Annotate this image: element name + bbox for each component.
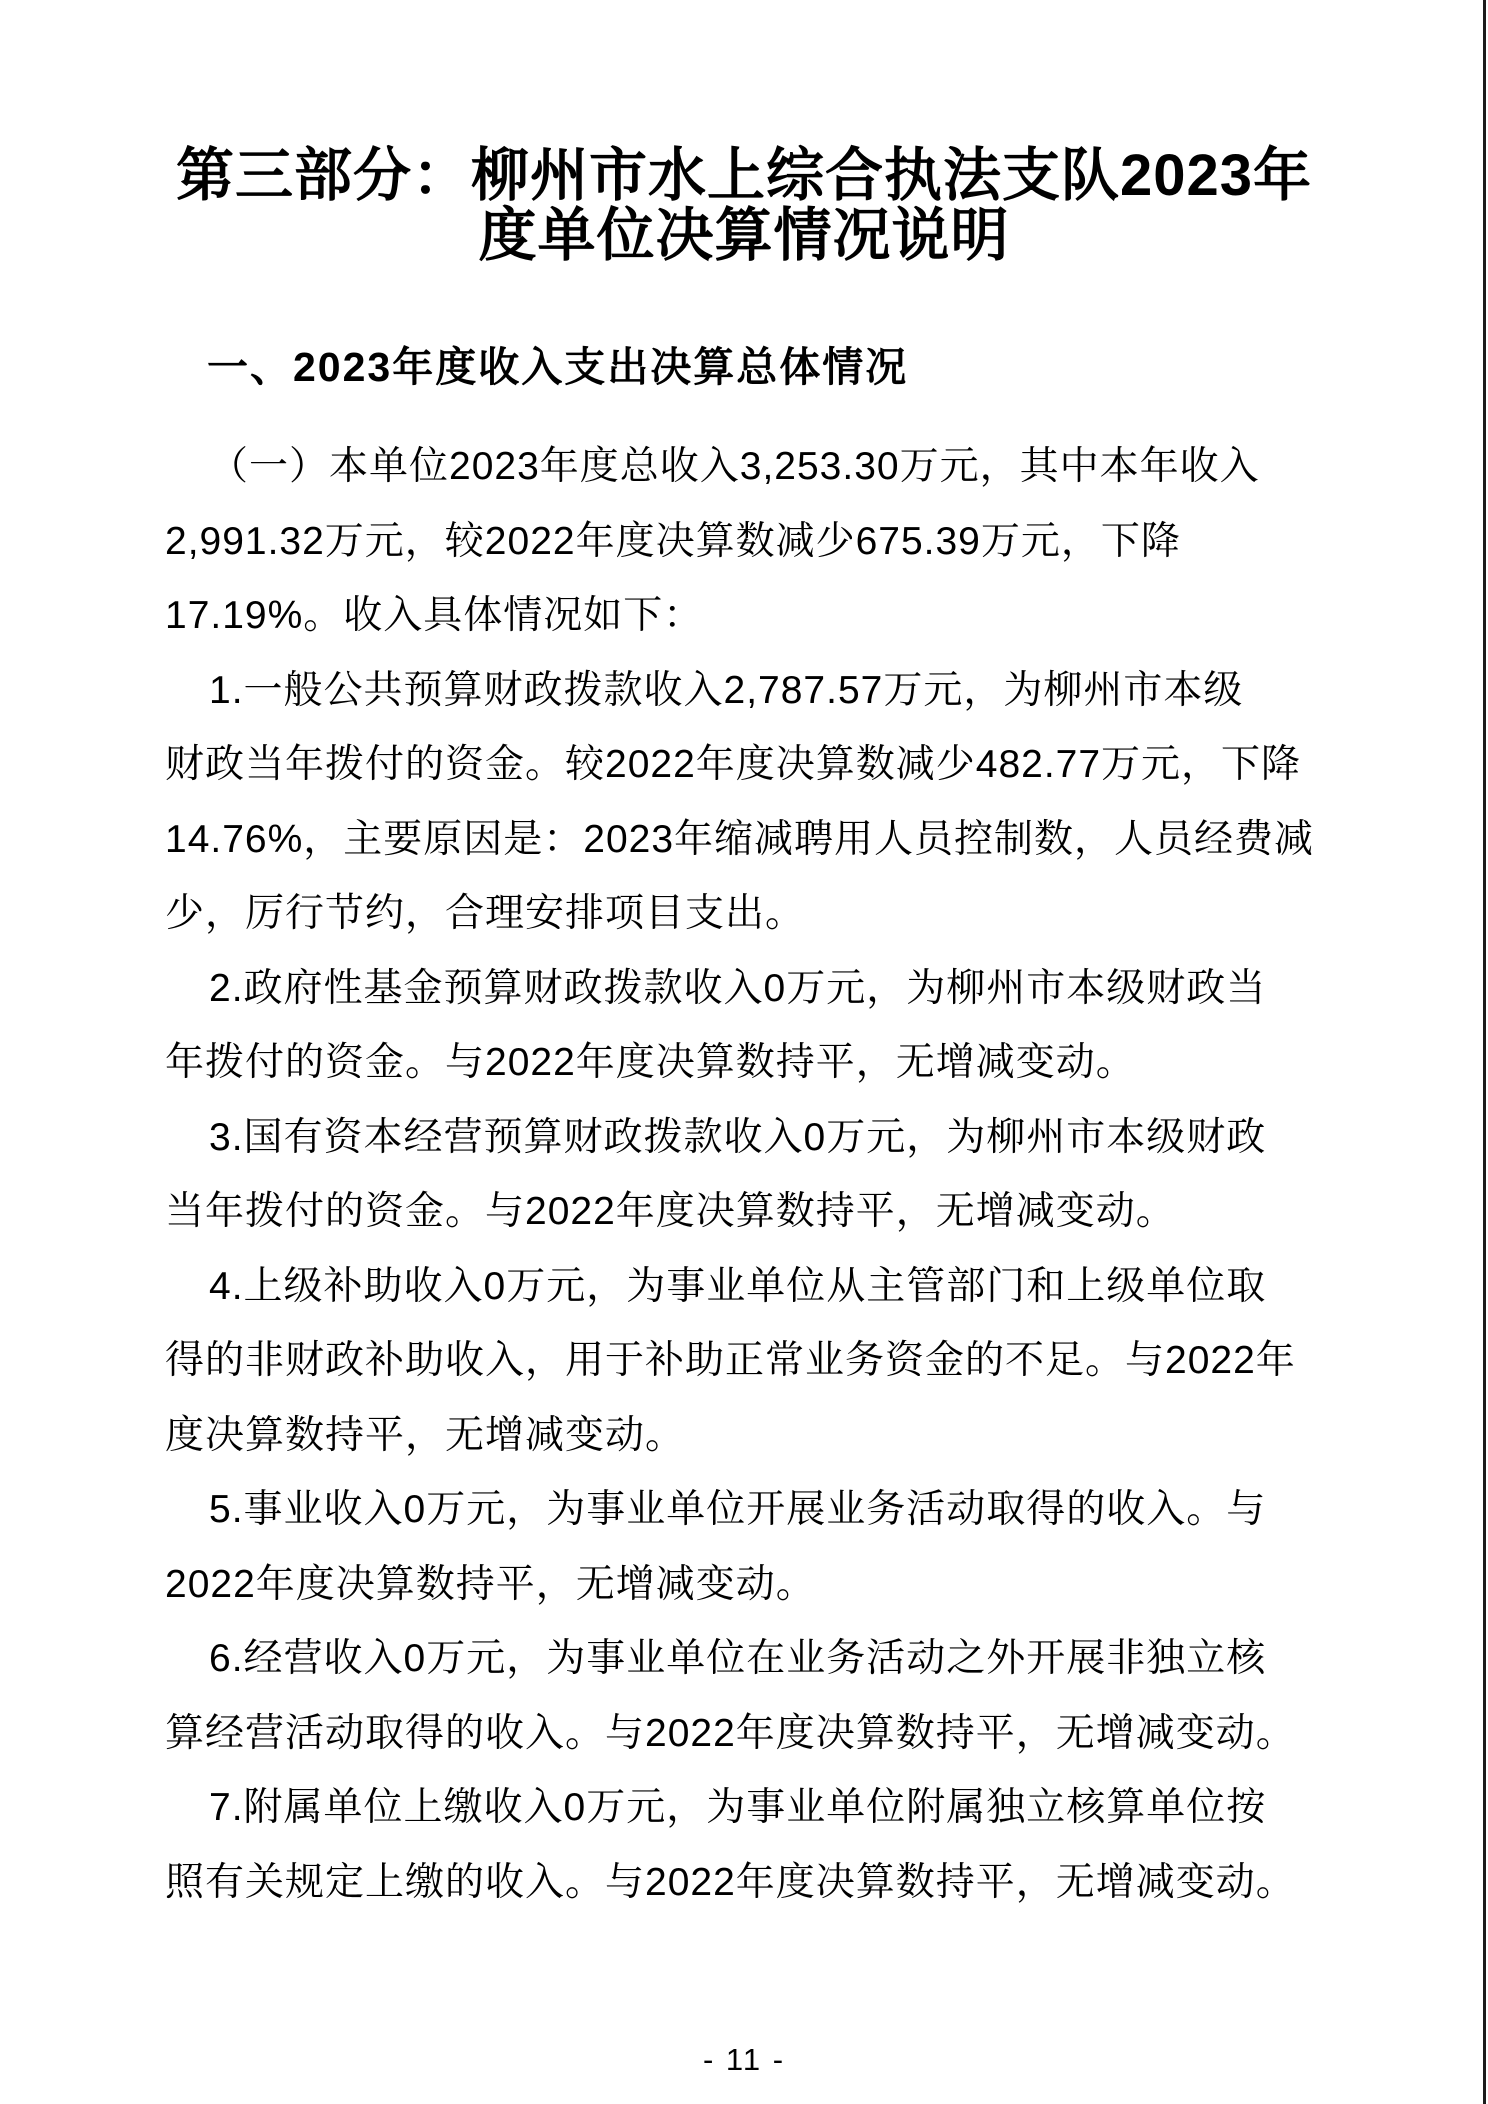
- page-title-line-1: 第三部分：柳州市水上综合执法支队2023年: [175, 143, 1313, 208]
- body-line: 当年拨付的资金。与2022年度决算数持平，无增减变动。: [165, 1190, 1176, 1233]
- body-line: 6.经营收入0万元，为事业单位在业务活动之外开展非独立核: [209, 1637, 1267, 1680]
- section-heading: 一、2023年度收入支出决算总体情况: [207, 344, 909, 390]
- body-line: 得的非财政补助收入，用于补助正常业务资金的不足。与2022年: [165, 1339, 1296, 1382]
- body-line: 年拨付的资金。与2022年度决算数持平，无增减变动。: [165, 1041, 1136, 1084]
- body-line: 17.19%。收入具体情况如下：: [165, 594, 704, 637]
- body-line: 5.事业收入0万元，为事业单位开展业务活动取得的收入。与: [209, 1488, 1267, 1531]
- body-line: 3.国有资本经营预算财政拨款收入0万元，为柳州市本级财政: [209, 1115, 1267, 1159]
- body-line: 2022年度决算数持平，无增减变动。: [165, 1562, 816, 1606]
- body-line: 照有关规定上缴的收入。与2022年度决算数持平，无增减变动。: [165, 1860, 1296, 1904]
- body-line: 2.政府性基金预算财政拨款收入0万元，为柳州市本级财政当: [209, 966, 1267, 1010]
- body-line: 4.上级补助收入0万元，为事业单位从主管部门和上级单位取: [209, 1264, 1267, 1308]
- body-line: 7.附属单位上缴收入0万元，为事业单位附属独立核算单位按: [209, 1786, 1267, 1829]
- body-line: （一）本单位2023年度总收入3,253.30万元，其中本年收入: [209, 445, 1260, 488]
- body-line: 2,991.32万元，较2022年度决算数减少675.39万元，下降: [165, 519, 1181, 563]
- body-line: 度决算数持平，无增减变动。: [165, 1413, 686, 1457]
- body-line: 1.一般公共预算财政拨款收入2,787.57万元，为柳州市本级: [209, 668, 1244, 712]
- body-line: 少，厉行节约，合理安排项目支出。: [165, 892, 806, 935]
- page-number: - 11 -: [702, 2042, 786, 2077]
- body-text-block: [165, 445, 1355, 1935]
- page-title-line-2: 度单位决算情况说明: [478, 203, 1010, 268]
- body-line: 14.76%，主要原因是：2023年缩减聘用人员控制数，人员经费减: [165, 817, 1315, 861]
- page-title: [0, 143, 1488, 268]
- body-line: 算经营活动取得的收入。与2022年度决算数持平，无增减变动。: [165, 1711, 1296, 1755]
- body-line: 财政当年拨付的资金。较2022年度决算数减少482.77万元，下降: [165, 743, 1302, 786]
- scan-edge-line: [1483, 0, 1486, 2104]
